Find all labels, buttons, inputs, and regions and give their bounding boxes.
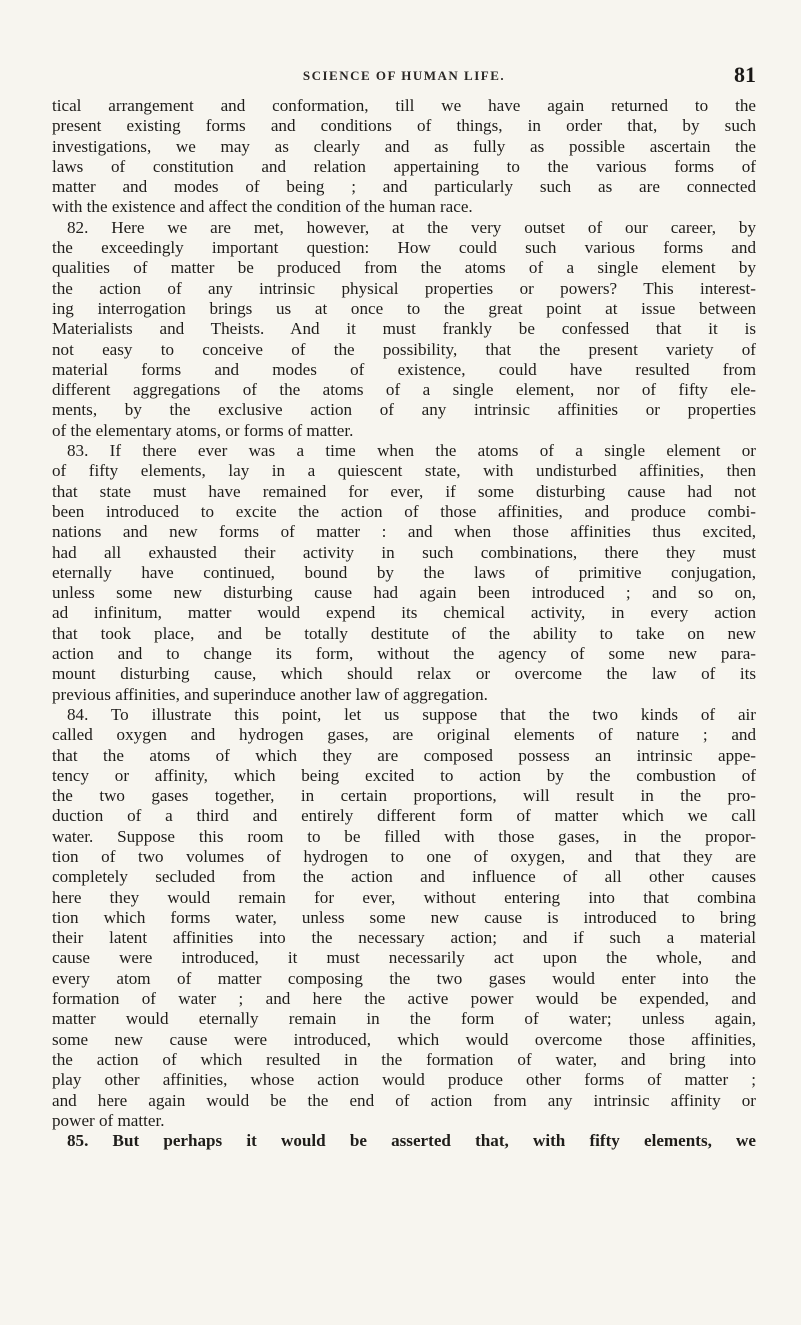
text-line: eternally have continued, bound by the laws of primitive conjugation, xyxy=(52,562,756,582)
text-line: their latent affinities into the necessary action; and if such a material xyxy=(52,928,756,948)
text-line: duction of a third and entirely different form of matter which we call xyxy=(52,806,756,826)
text-line: that took place, and be totally destitute of the ability to take on new xyxy=(52,623,756,643)
text-line: had all exhausted their activity in such combinations, there they must xyxy=(52,542,756,562)
text-line: ments, by the exclusive action of any intrinsic affinities or properties xyxy=(52,400,756,420)
text-line: action and to change its form, without the agency of some new para- xyxy=(52,644,756,664)
text-line: present existing forms and conditions of things, in order that, by such xyxy=(52,116,756,136)
text-line: of fifty elements, lay in a quiescent state, with undisturbed affinities, then xyxy=(52,461,756,481)
text-line: tion which forms water, unless some new cause is introduced to bring xyxy=(52,907,756,927)
text-line: been introduced to excite the action of those affinities, and produce combi- xyxy=(52,501,756,521)
text-line: unless some new disturbing cause had again been introduced ; and so on, xyxy=(52,583,756,603)
text-line: that state must have remained for ever, if some disturbing cause had not xyxy=(52,481,756,501)
text-line: ad infinitum, matter would expend its chemical activity, in every action xyxy=(52,603,756,623)
text-line: every atom of matter composing the two gases would enter into the xyxy=(52,968,756,988)
text-line: laws of constitution and relation appertaining to the various forms of xyxy=(52,156,756,176)
text-line: matter would eternally remain in the form of water; unless again, xyxy=(52,1009,756,1029)
paragraph-84-start: 84. To illustrate this point, let us suppose that the two kinds of air xyxy=(67,704,756,724)
text-line: tion of two volumes of hydrogen to one of oxygen, and that they are xyxy=(52,846,756,866)
page-number: 81 xyxy=(734,62,756,87)
text-line: water. Suppose this room to be filled with those gases, in the propor- xyxy=(52,826,756,846)
text-line: mount disturbing cause, which should relax or overcome the law of its xyxy=(52,664,756,684)
text-line: and here again would be the end of action from any intrinsic affinity or xyxy=(52,1090,756,1110)
text-line: with the existence and affect the condition of the human race. xyxy=(52,197,473,217)
text-line: the two gases together, in certain proportions, will result in the pro- xyxy=(52,786,756,806)
text-line: cause were introduced, it must necessarily act upon the whole, and xyxy=(52,948,756,968)
paragraph-85-start: 85. But perhaps it would be asserted that, with fifty elements, we xyxy=(67,1131,756,1151)
text-line: tency or affinity, which being excited to action by the combustion of xyxy=(52,765,756,785)
text-line: the action of any intrinsic physical properties or powers? This interest- xyxy=(52,278,756,298)
text-line: completely secluded from the action and influence of all other causes xyxy=(52,867,756,887)
text-line: tical arrangement and conformation, till we have again returned to the xyxy=(52,96,756,115)
text-line: the exceedingly important question: How could such various forms and xyxy=(52,238,756,258)
text-line: matter and modes of being ; and particularly such as are connected xyxy=(52,177,756,197)
text-line: here they would remain for ever, without entering into that combina xyxy=(52,887,756,907)
text-line: that the atoms of which they are composed possess an intrinsic appe- xyxy=(52,745,756,765)
text-line: not easy to conceive of the possibility, that the present variety of xyxy=(52,339,756,359)
text-line: some new cause were introduced, which would overcome those affinities, xyxy=(52,1029,756,1049)
text-line: called oxygen and hydrogen gases, are original elements of nature ; and xyxy=(52,725,756,745)
page-header xyxy=(52,50,756,87)
text-line: formation of water ; and here the active power would be expended, and xyxy=(52,989,756,1009)
text-line: play other affinities, whose action would produce other forms of matter ; xyxy=(52,1070,756,1090)
text-line: power of matter. xyxy=(52,1110,165,1130)
running-title: SCIENCE OF HUMAN LIFE. xyxy=(302,68,506,83)
text-line: investigations, we may as clearly and as fully as possible ascertain the xyxy=(52,136,756,156)
text-line: the action of which resulted in the formation of water, and bring into xyxy=(52,1049,756,1069)
text-line: ing interrogation brings us at once to the great point at issue between xyxy=(52,298,756,318)
text-line: Materialists and Theists. And it must frankly be confessed that it is xyxy=(52,319,756,339)
text-line: of the elementary atoms, or forms of matter. xyxy=(52,420,354,440)
text-line: nations and new forms of matter : and when those affinities thus excited, xyxy=(52,522,756,542)
paragraph-83-start: 83. If there ever was a time when the atoms of a single element or xyxy=(67,441,756,461)
paragraph-82-start: 82. Here we are met, however, at the very outset of our career, by xyxy=(67,217,756,237)
text-line: different aggregations of the atoms of a single element, nor of fifty ele- xyxy=(52,380,756,400)
body-text xyxy=(52,96,756,1151)
text-line: previous affinities, and superinduce another law of aggregation. xyxy=(52,684,488,704)
text-line: qualities of matter be produced from the atoms of a single element by xyxy=(52,258,756,278)
text-line: material forms and modes of existence, could have resulted from xyxy=(52,359,756,379)
